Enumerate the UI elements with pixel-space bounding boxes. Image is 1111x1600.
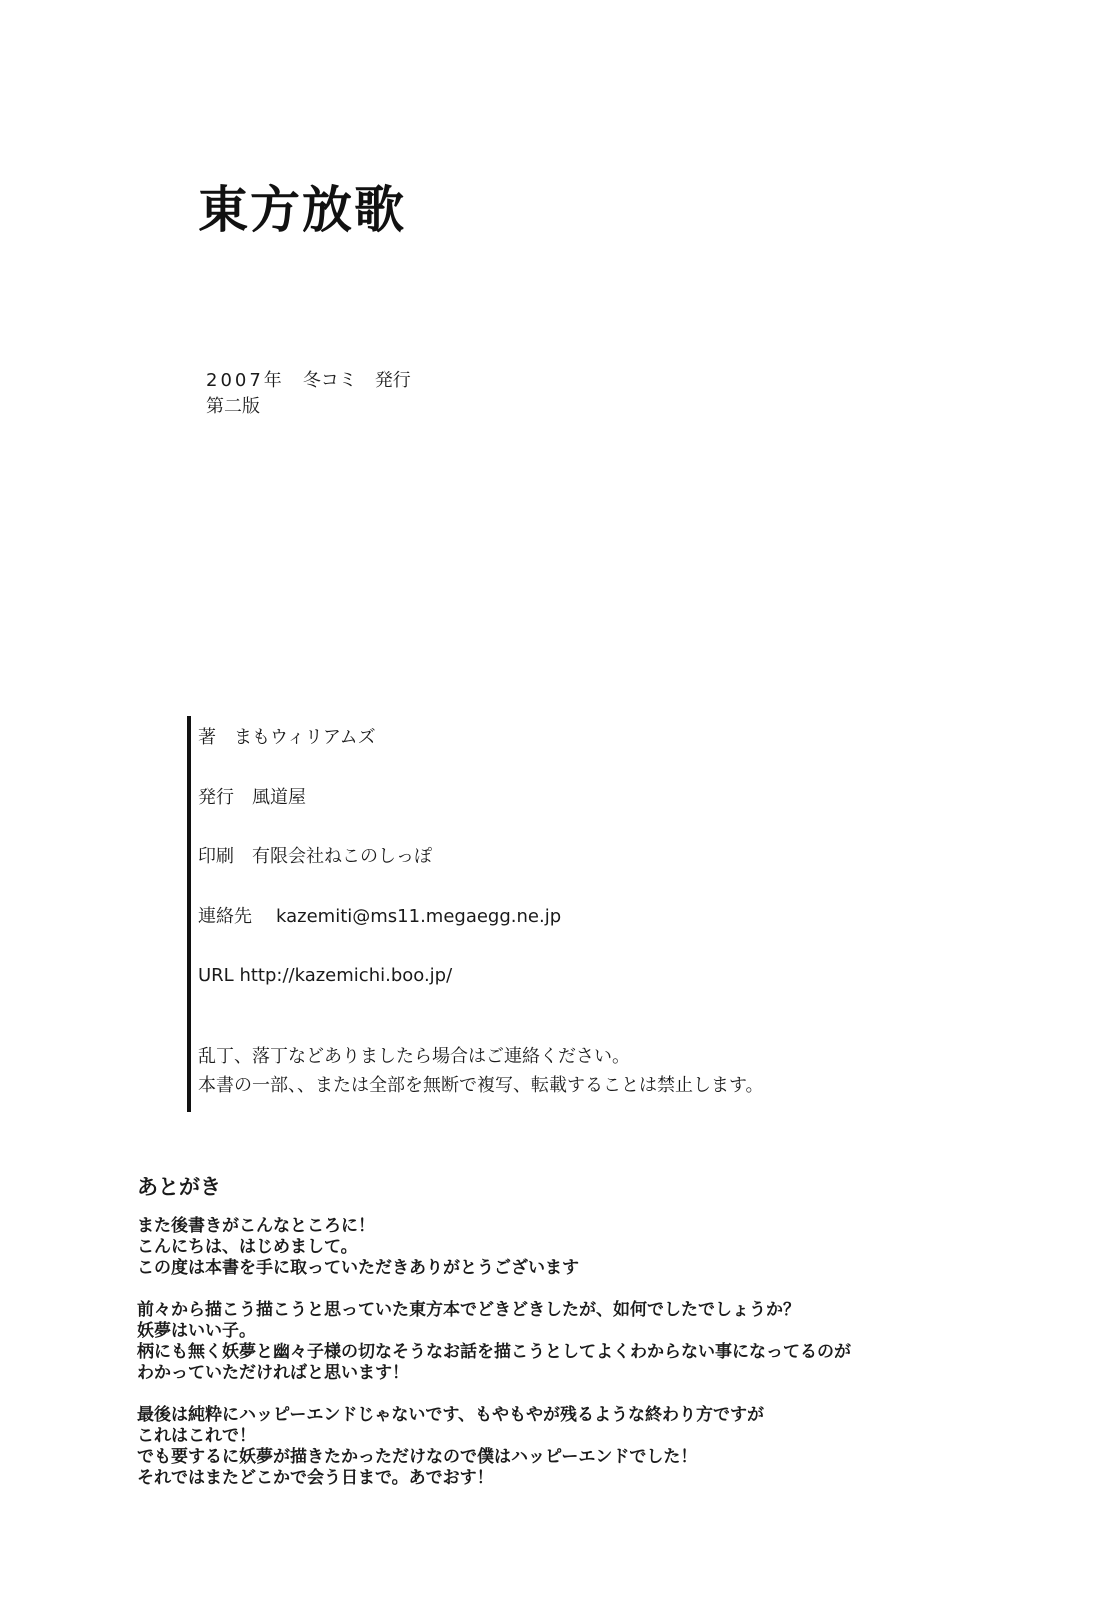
afterword-paragraph xyxy=(137,1216,851,1279)
publisher-name: 風道屋 xyxy=(252,787,306,808)
url-label: URL xyxy=(198,965,234,986)
afterword-line: この度は本書を手に取っていただきありがとうございます xyxy=(137,1258,579,1278)
printer-name: 有限会社ねこのしっぽ xyxy=(252,846,432,867)
colophon-url-row xyxy=(198,964,452,988)
author-name: まもウィリアムズ xyxy=(234,727,376,748)
afterword-line: それではまたどこかで会う日まで。あでおす！ xyxy=(137,1468,494,1488)
printer-label: 印刷 xyxy=(198,846,234,867)
colophon-contact-row xyxy=(198,905,561,929)
edition-year: 2007年 xyxy=(206,370,285,391)
edition-issued: 発行 xyxy=(374,370,411,391)
afterword-line: でも要するに妖夢が描きたかっただけなので僕はハッピーエンドでした！ xyxy=(137,1447,698,1467)
colophon-publisher-row xyxy=(198,786,306,810)
url-link: http://kazemichi.boo.jp/ xyxy=(239,965,453,986)
edition-event: 冬コミ xyxy=(302,370,357,391)
afterword-paragraph xyxy=(137,1405,851,1489)
afterword-paragraph xyxy=(137,1300,851,1384)
notice-line-1: 乱丁、落丁などありましたら場合はご連絡ください。 xyxy=(198,1046,630,1067)
edition-date-line xyxy=(206,368,411,394)
notice-line-2: 本書の一部、、または全部を無断で複写、転載することは禁止します。 xyxy=(198,1075,764,1096)
contact-email: kazemiti@ms11.megaegg.ne.jp xyxy=(276,906,562,927)
copyright-notice xyxy=(198,1042,764,1100)
edition-version: 第二版 xyxy=(206,396,260,417)
afterword-heading: あとがき xyxy=(137,1175,221,1199)
afterword-line: 前々から描こう描こうと思っていた東方本でどきどきしたが、如何でしたでしょうか？ xyxy=(137,1300,800,1320)
colophon-printer-row xyxy=(198,845,432,869)
colophon-author-row xyxy=(198,726,376,750)
afterword-line: 最後は純粋にハッピーエンドじゃないです、もやもやが残るような終わり方ですが xyxy=(137,1405,764,1425)
afterword-line: 妖夢はいい子。 xyxy=(137,1321,256,1341)
afterword-body xyxy=(137,1216,851,1510)
afterword-line: こんにちは、はじめまして。 xyxy=(137,1237,358,1257)
afterword-line: これはこれで！ xyxy=(137,1426,256,1446)
colophon-divider xyxy=(187,716,191,1112)
publisher-label: 発行 xyxy=(198,787,234,808)
author-label: 著 xyxy=(198,727,216,748)
edition-info xyxy=(206,368,411,420)
afterword-line: わかっていただければと思います！ xyxy=(137,1363,409,1383)
afterword-line: また後書きがこんなところに！ xyxy=(137,1216,375,1236)
book-title: 東方放歌 xyxy=(198,181,406,239)
contact-label: 連絡先 xyxy=(198,906,252,927)
afterword-line: 柄にも無く妖夢と幽々子様の切なそうなお話を描こうとしてよくわからない事になってるのが xyxy=(137,1342,851,1362)
